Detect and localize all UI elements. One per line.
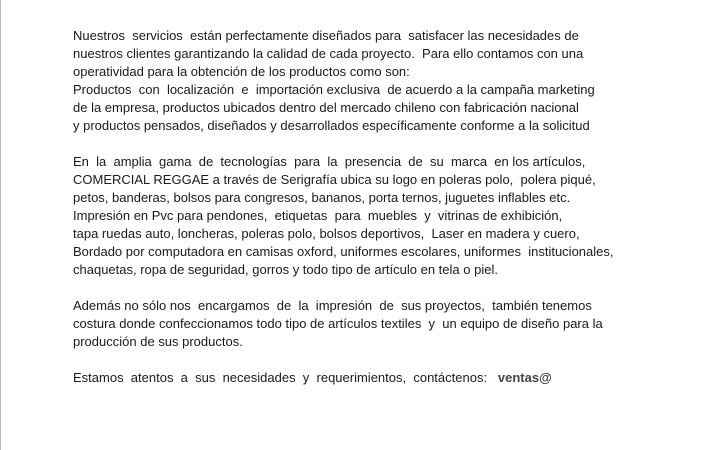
contact-line — [73, 369, 713, 387]
text-line: Productos con localización e importación exclusiva de acuerdo a la campaña marketing — [73, 82, 595, 97]
page-left-border — [0, 0, 1, 450]
text-line: tapa ruedas auto, loncheras, poleras polo, bolsos deportivos, Laser en madera y cuero, — [73, 226, 580, 241]
text-line: Bordado por computadora en camisas oxford, uniformes escolares, uniformes institucionales, — [73, 244, 614, 259]
text-line: Impresión en Pvc para pendones, etiquetas para muebles y vitrinas de exhibición, — [73, 208, 563, 223]
contact-text: Estamos atentos a sus necesidades y requerimientos, contáctenos: — [73, 370, 498, 385]
paragraph-services — [73, 27, 713, 135]
text-line: y productos pensados, diseñados y desarrollados específicamente conforme a la solicitud — [73, 118, 590, 133]
contact-email-link[interactable]: ventas@ — [497, 370, 552, 385]
text-line: costura donde confeccionamos todo tipo de artículos textiles y un equipo de diseño para la — [73, 316, 603, 331]
paragraph-production — [73, 297, 713, 351]
paragraph-gap — [73, 279, 713, 297]
text-line: nuestros clientes garantizando la calidad de cada proyecto. Para ello contamos con una — [73, 46, 584, 61]
document-body — [73, 27, 713, 387]
paragraph-gap — [73, 135, 713, 153]
text-line: de la empresa, productos ubicados dentro del mercado chileno con fabricación nacional — [73, 100, 579, 115]
text-line: En la amplia gama de tecnologías para la presencia de su marca en los artículos, — [73, 154, 586, 169]
text-line: producción de sus productos. — [73, 334, 243, 349]
text-line: petos, banderas, bolsos para congresos, bananos, porta ternos, juguetes inflables etc. — [73, 190, 571, 205]
text-line: Nuestros servicios están perfectamente diseñados para satisfacer las necesidades de — [73, 28, 579, 43]
text-line: chaquetas, ropa de seguridad, gorros y todo tipo de artículo en tela o piel. — [73, 262, 498, 277]
text-line: operatividad para la obtención de los productos como son: — [73, 64, 410, 79]
paragraph-technologies — [73, 153, 713, 279]
paragraph-contact — [73, 369, 713, 387]
paragraph-gap — [73, 351, 713, 369]
text-line: Además no sólo nos encargamos de la impresión de sus proyectos, también tenemos — [73, 298, 592, 313]
text-line: COMERCIAL REGGAE a través de Serigrafía ubica su logo en poleras polo, polera piqué, — [73, 172, 596, 187]
